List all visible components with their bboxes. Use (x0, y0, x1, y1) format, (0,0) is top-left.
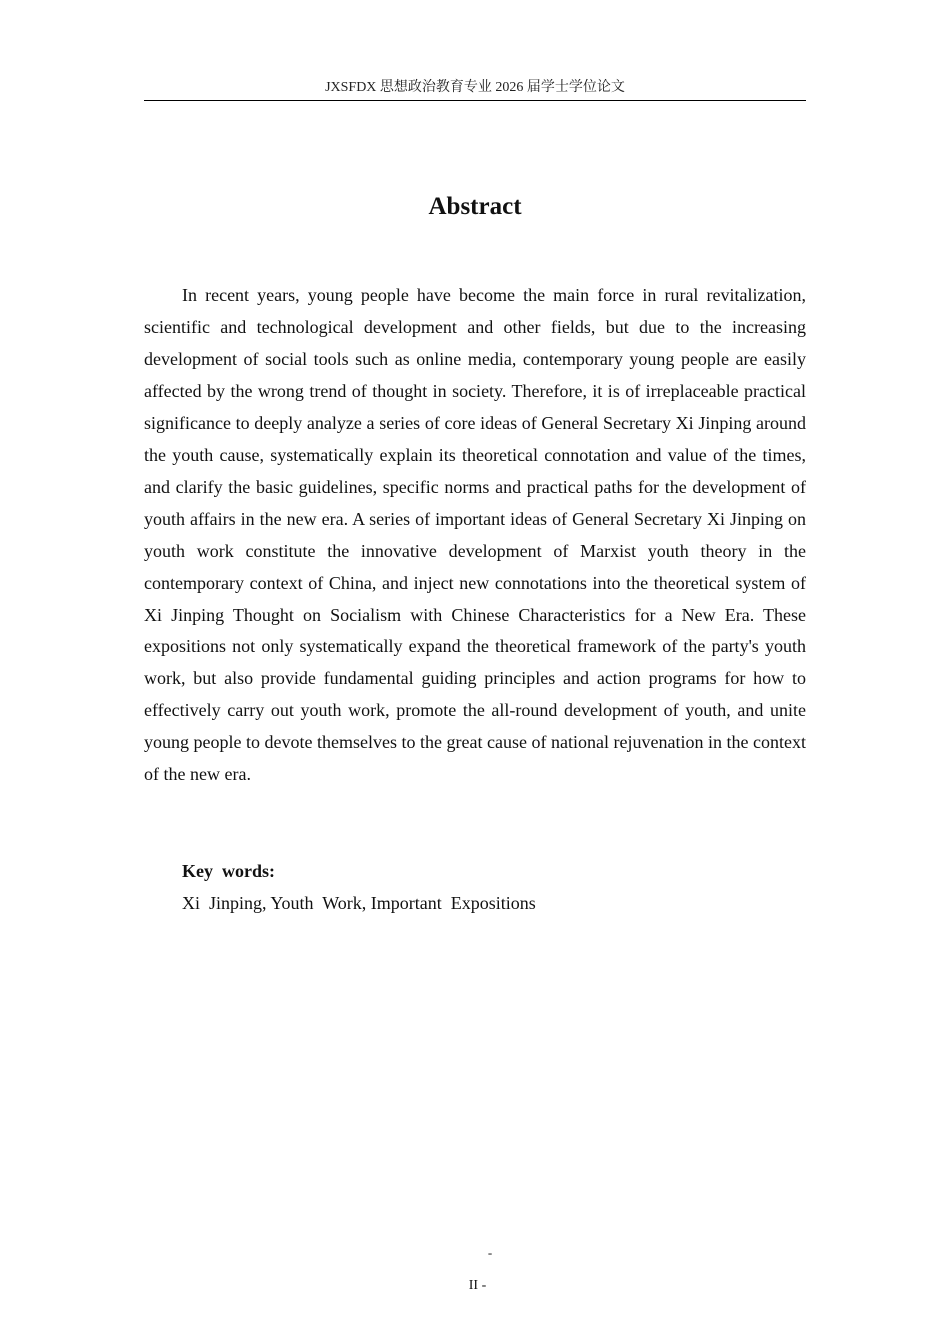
abstract-title: Abstract (428, 193, 522, 220)
abstract-body: In recent years, young people have become the main force in rural revitalization, scientific and technological development and other fields, but due to the increasing development of social tools such as online media, contemporary young people are easily affected by the wrong trend of thought in society. Therefore, it is of irreplaceable practical significance to deeply analyze a series of core ideas of General Secretary Xi Jinping around the youth cause, systematically explain its theoretical connotation and value of the times, and clarify the basic guidelines, specific norms and practical paths for the development of youth affairs in the new era. A series of important ideas of General Secretary Xi Jinping on youth work constitute the innovative development of Marxist youth theory in the contemporary context of China, and inject new connotations into the theoretical system of Xi Jinping Thought on Socialism with Chinese Characteristics for a New Era. These expositions not only systematically expand the theoretical framework of the party's youth work, but also provide fundamental guiding principles and action programs for how to effectively carry out youth work, promote the all-round development of youth, and unite young people to devote themselves to the great cause of national rejuvenation in the context of the new era. (144, 285, 806, 785)
page-header: JXSFDX 思想政治教育专业 2026 届学士学位论文 (325, 80, 625, 95)
keywords-label: Key words: (182, 861, 275, 881)
header-divider (144, 100, 806, 101)
keywords-values: Xi Jinping, Youth Work, Important Expositions (182, 893, 536, 913)
page-number: II - (468, 1278, 487, 1293)
footer-dash: - (487, 1245, 493, 1260)
